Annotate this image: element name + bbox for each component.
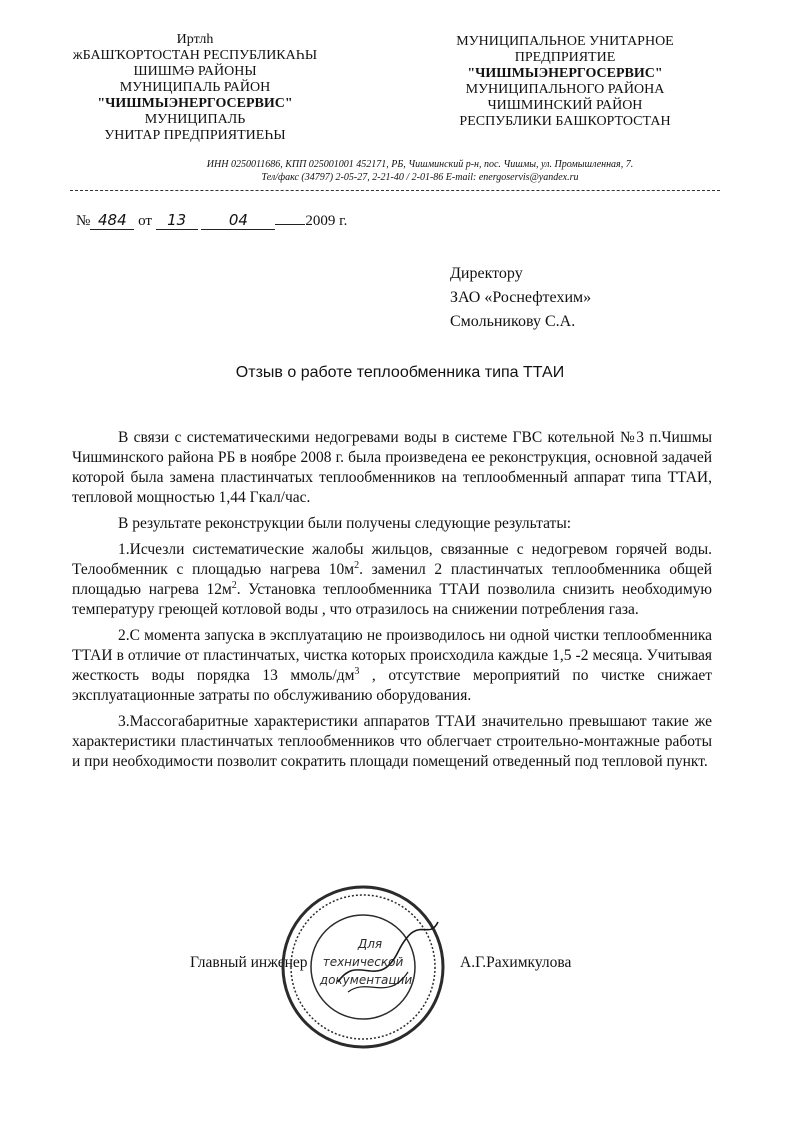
body-paragraph: [72, 626, 712, 706]
addressee-line: Смольникову С.А.: [450, 313, 576, 330]
stamp-text: технической: [322, 955, 404, 969]
letterhead-divider: [70, 190, 720, 191]
body-paragraph: [72, 540, 712, 620]
addressee-block: [450, 262, 591, 334]
requisites-line: Тел/факс (34797) 2-05-27, 2-21-40 / 2-01-86 E-mail: energoservis@yandex.ru: [261, 172, 579, 183]
letterhead-right-line: ПРЕДПРИЯТИЕ: [514, 50, 616, 65]
date-from-label: от: [138, 213, 152, 229]
paragraph-text: . Установка теплообменника ТТАИ позволила снизить необходимую температуру греющей котловой воды , что отразилось на снижении потребления газа.: [72, 581, 712, 618]
round-stamp-seal: [278, 882, 448, 1052]
paragraph-text: . заменил 2 пластинчатых теплообменника общей площадью нагрева 12м: [72, 561, 712, 598]
superscript: 3: [354, 665, 360, 677]
letterhead-left-line: МУНИЦИПАЛЬ РАЙОН: [119, 80, 271, 95]
number-label: №: [76, 213, 91, 229]
superscript: 2: [231, 579, 237, 591]
letterhead-left-org: "ЧИШМЫЭНЕРГОСЕРВИС": [97, 96, 293, 111]
letterhead-left: [60, 32, 330, 144]
paragraph-text: 1.Исчезли систематические жалобы жильцов, связанные с недогревом горячей воды. Телообменник с площадью нагрева 10м: [72, 541, 712, 578]
letterhead-requisites: [140, 158, 700, 184]
stamp-text: документации: [319, 973, 413, 987]
stamp-text: Для: [357, 937, 383, 951]
date-month: 04: [201, 211, 275, 230]
letterhead-right-org: "ЧИШМЫЭНЕРГОСЕРВИС": [467, 66, 663, 81]
signatory-position: Главный инженер: [190, 954, 308, 971]
date-year: 2009 г.: [305, 213, 348, 229]
letterhead-left-line: ШИШМӘ РАЙОНЫ: [133, 64, 257, 79]
superscript: 2: [354, 559, 360, 571]
letterhead-right-line: МУНИЦИПАЛЬНОЕ УНИТАРНОЕ: [456, 34, 674, 49]
letterhead-right-line: ЧИШМИНСКИЙ РАЙОН: [487, 98, 643, 113]
addressee-line: ЗАО «Роснефтехим»: [450, 289, 592, 306]
letterhead-left-line: УНИТАР ПРЕДПРИЯТИЕҺЫ: [104, 128, 286, 143]
requisites-line: ИНН 0250011686, КПП 025001001 452171, РБ, Чишминский р-н, пос. Чишмы, ул. Промышленная, 7.: [206, 159, 634, 170]
paragraph-text: , отсутствие мероприятий по чистке снижает эксплуатационные затраты по обслуживанию оборудования.: [72, 667, 712, 704]
body-paragraph: 3.Массогабаритные характеристики аппаратов ТТАИ значительно превышают такие же характеристики пластинчатых теплообменников что облегчает строительно-монтажные работы и при необходимости позволит сократить площади помещений отведенный под тепловой пункт.: [72, 713, 712, 770]
letterhead-left-line: жБАШҠОРТОСТАН РЕСПУБЛИКАҺЫ: [72, 48, 318, 63]
date-blank-underline: [275, 210, 305, 225]
letterhead-right-line: РЕСПУБЛИКИ БАШКОРТОСТАН: [459, 114, 671, 129]
registration-line: [76, 210, 347, 230]
paragraph-text: 2.С момента запуска в эксплуатацию не производилось ни одной чистки теплообменника ТТАИ в отличие от пластинчатых, чистка которых происходила каждые 1,5 -2 месяца. Учитывая жесткость воды порядка 13 ммоль/дм: [72, 627, 712, 684]
date-day: 13: [156, 211, 198, 230]
letterhead-left-line: МУНИЦИПАЛЬ: [144, 112, 246, 127]
addressee-line: Директору: [450, 265, 523, 282]
body-paragraph: В связи с систематическими недогревами воды в системе ГВС котельной №3 п.Чишмы Чишминского района РБ в ноябре 2008 г. была произведена ее реконструкция, основной задачей которой была замена пластинчатых теплообменников на теплообменный аппарат типа ТТАИ, тепловой мощностью 1,44 Гкал/час.: [72, 429, 712, 506]
letter-body: [72, 428, 712, 778]
body-paragraph: В результате реконструкции были получены следующие результаты:: [118, 515, 572, 532]
letterhead-right: [430, 34, 700, 130]
document-title: Отзыв о работе теплообменника типа ТТАИ: [235, 364, 565, 381]
signatory-name: А.Г.Рахимкулова: [460, 954, 572, 971]
letterhead-left-line: Иртлһ: [176, 32, 214, 47]
outgoing-number: 484: [90, 211, 134, 230]
letterhead-right-line: МУНИЦИПАЛЬНОГО РАЙОНА: [465, 82, 665, 97]
